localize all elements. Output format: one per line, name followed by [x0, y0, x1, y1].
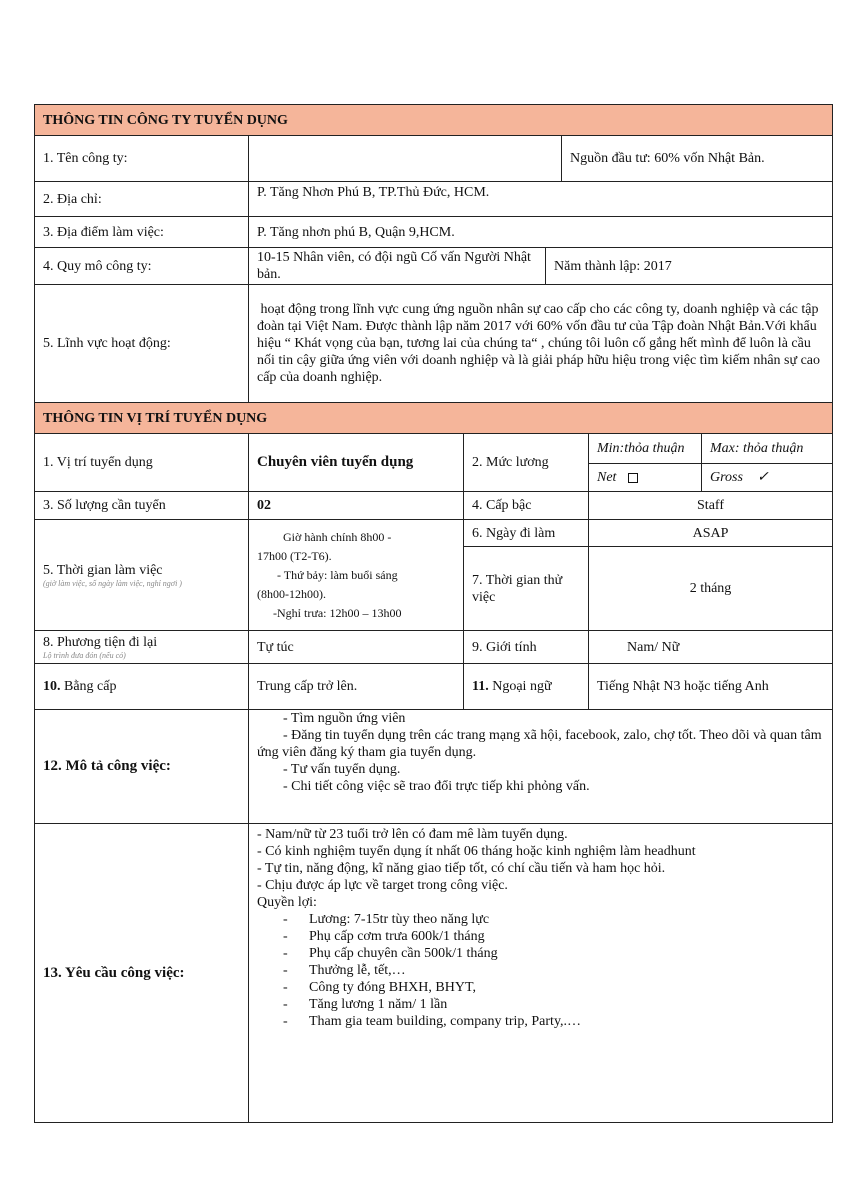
workplace-label: 3. Địa điểm làm việc:: [35, 217, 249, 248]
degree-label-num: 10.: [43, 679, 61, 694]
salary-label-num: 2.: [472, 455, 483, 470]
quantity-value: 02: [249, 492, 464, 520]
transport-label: [35, 631, 249, 664]
degree-label: [35, 664, 249, 710]
field-row: [35, 285, 833, 403]
degree-value: Trung cấp trở lên.: [249, 664, 464, 710]
founded-text: Năm thành lập: 2017: [546, 248, 833, 285]
gender-label-num: 9.: [472, 639, 483, 655]
req-line: - Tự tin, năng động, kĩ năng giao tiếp tốt, có chí cầu tiến và ham học hỏi.: [257, 861, 666, 876]
workplace-row: [35, 217, 833, 248]
worktime-line: 17h00 (T2-T6).: [257, 548, 332, 563]
gross-label: Gross: [710, 470, 743, 485]
company-name-value: [249, 136, 562, 182]
start-label-num: 6.: [472, 525, 483, 541]
worktime-label-text: Thời gian làm việc: [53, 563, 163, 578]
salary-min: Min:thỏa thuận: [589, 434, 702, 464]
job-req-value: [249, 824, 833, 1123]
benefit-item: - Tham gia team building, company trip, Party,.…: [257, 1013, 824, 1030]
language-label-num: 11.: [472, 679, 489, 694]
level-value: Staff: [589, 492, 833, 520]
transport-label-num: 8.: [43, 635, 54, 650]
transport-hint: Lộ trình đưa đón (nếu có): [43, 651, 126, 660]
company-name-row: [35, 136, 833, 182]
transport-row: [35, 631, 833, 664]
start-label-text: Ngày đi làm: [482, 525, 556, 541]
language-value: Tiếng Nhật N3 hoặc tiếng Anh: [589, 664, 833, 710]
scale-label: 4. Quy mô công ty:: [35, 248, 249, 285]
req-line: - Chịu được áp lực về target trong công việc.: [257, 878, 508, 893]
desc-row: [35, 710, 833, 824]
req-line: - Nam/nữ từ 23 tuổi trở lên có đam mê làm tuyển dụng.: [257, 827, 568, 842]
worktime-line: - Thứ bảy: làm buổi sáng: [277, 567, 398, 582]
salary-max: Max: thỏa thuận: [702, 434, 833, 464]
checkbox-icon: [628, 473, 638, 483]
desc-line: - Tìm nguồn ứng viên: [283, 711, 406, 726]
gross-option: [702, 464, 833, 492]
company-section-header: THÔNG TIN CÔNG TY TUYỂN DỤNG: [35, 105, 833, 136]
position-section-header: THÔNG TIN VỊ TRÍ TUYỂN DỤNG: [35, 403, 833, 434]
degree-label-text: Bằng cấp: [60, 679, 117, 694]
position-label: [35, 434, 249, 492]
field-label: 5. Lĩnh vực hoạt động:: [35, 285, 249, 403]
probation-label-num: 7.: [472, 572, 483, 588]
level-label-text: Cấp bậc: [482, 498, 532, 513]
position-row-top: [35, 434, 833, 464]
worktime-label: [35, 520, 249, 631]
position-value: Chuyên viên tuyển dụng: [249, 434, 464, 492]
worktime-hint: (giờ làm việc, số ngày làm việc, nghỉ ngơi ): [43, 579, 182, 588]
gender-label: [464, 631, 589, 664]
benefit-item: - Phụ cấp cơm trưa 600k/1 tháng: [257, 928, 824, 945]
position-info-table: [34, 402, 833, 1123]
benefit-item: - Lương: 7-15tr tùy theo năng lực: [257, 911, 824, 928]
salary-label: [464, 434, 589, 492]
worktime-line: -Nghỉ trưa: 12h00 – 13h00: [273, 605, 402, 620]
probation-value: 2 tháng: [589, 547, 833, 631]
transport-label-text: Phương tiện đi lại: [53, 635, 158, 650]
quantity-row: [35, 492, 833, 520]
quantity-label-num: 3.: [43, 498, 54, 513]
worktime-label-num: 5.: [43, 563, 54, 578]
investment-text: Nguồn đầu tư: 60% vốn Nhật Bản.: [562, 136, 833, 182]
language-label-text: Ngoại ngữ: [488, 679, 552, 694]
salary-label-text: Mức lương: [482, 455, 549, 470]
benefit-item: - Thưởng lễ, tết,…: [257, 962, 824, 979]
gender-value: Nam/ Nữ: [589, 631, 833, 664]
net-option: [589, 464, 702, 492]
benefit-item: - Tăng lương 1 năm/ 1 lần: [257, 996, 824, 1013]
position-section-header-row: [35, 403, 833, 434]
level-label: [464, 492, 589, 520]
company-name-label: 1. Tên công ty:: [35, 136, 249, 182]
net-label: Net: [597, 470, 617, 485]
job-desc-value: [249, 710, 833, 824]
gender-label-text: Giới tính: [482, 639, 537, 655]
position-label-text: Vị trí tuyển dụng: [53, 455, 153, 470]
address-value: P. Tăng Nhơn Phú B, TP.Thủ Đức, HCM.: [249, 182, 833, 217]
level-label-num: 4.: [472, 498, 483, 513]
transport-value: Tự túc: [249, 631, 464, 664]
desc-line: - Tư vấn tuyển dụng.: [283, 762, 401, 777]
address-row: [35, 182, 833, 217]
scale-row: [35, 248, 833, 285]
scale-value: 10-15 Nhân viên, có đội ngũ Cố vấn Người Nhật bản.: [249, 248, 546, 285]
benefits-title: Quyền lợi:: [257, 895, 317, 910]
worktime-line: Giờ hành chính 8h00 -: [283, 529, 392, 544]
quantity-label: [35, 492, 249, 520]
worktime-value: [249, 520, 464, 631]
field-value: hoạt động trong lĩnh vực cung ứng nguồn nhân sự cao cấp cho các công ty, doanh nghiệp và các tập đoàn tại Việt Nam. Được thành lập năm 2017 với 60% vốn đầu tư của Tập đoàn Nhật Bản.Với khẩu hiệu “ Khát vọng của bạn, tương lai của chúng ta“ , chúng tôi luôn cố gắng hết mình để luôn là cầu nối tin cậy giữa ứng viên với doanh nghiệp và là giải pháp hữu hiệu trong việc tìm kiếm nhân sự cao cấp của doanh nghiệp.: [249, 285, 833, 403]
quantity-label-text: Số lượng cần tuyển: [53, 498, 166, 513]
check-mark-icon: ✓: [756, 470, 769, 485]
language-label: [464, 664, 589, 710]
requirements-row: [35, 824, 833, 1123]
worktime-row-top: [35, 520, 833, 547]
probation-label-text: Thời gian thử việc: [472, 572, 563, 605]
job-req-label: 13. Yêu cầu công việc:: [35, 824, 249, 1123]
benefit-item: - Công ty đóng BHXH, BHYT,: [257, 979, 824, 996]
position-label-num: 1.: [43, 455, 54, 470]
start-value: ASAP: [589, 520, 833, 547]
desc-line: - Chi tiết công việc sẽ trao đổi trực tiếp khi phỏng vấn.: [283, 779, 590, 794]
worktime-line: (8h00-12h00).: [257, 586, 326, 601]
start-label: [464, 520, 589, 547]
company-info-table: [34, 104, 833, 403]
desc-line: - Đăng tin tuyển dụng trên các trang mạng xã hội, facebook, zalo, chợ tốt. Theo dõi và quan tâm ứng viên đăng ký tham gia tuyển dụng.: [257, 728, 822, 760]
job-desc-label: 12. Mô tả công việc:: [35, 710, 249, 824]
probation-label: [464, 547, 589, 631]
benefit-item: - Phụ cấp chuyên cần 500k/1 tháng: [257, 945, 824, 962]
recruitment-form: [34, 104, 832, 1123]
degree-row: [35, 664, 833, 710]
company-section-header-row: [35, 105, 833, 136]
workplace-value: P. Tăng nhơn phú B, Quận 9,HCM.: [249, 217, 833, 248]
address-label: 2. Địa chỉ:: [35, 182, 249, 217]
req-line: - Có kinh nghiệm tuyển dụng ít nhất 06 tháng hoặc kinh nghiệm làm headhunt: [257, 844, 696, 859]
